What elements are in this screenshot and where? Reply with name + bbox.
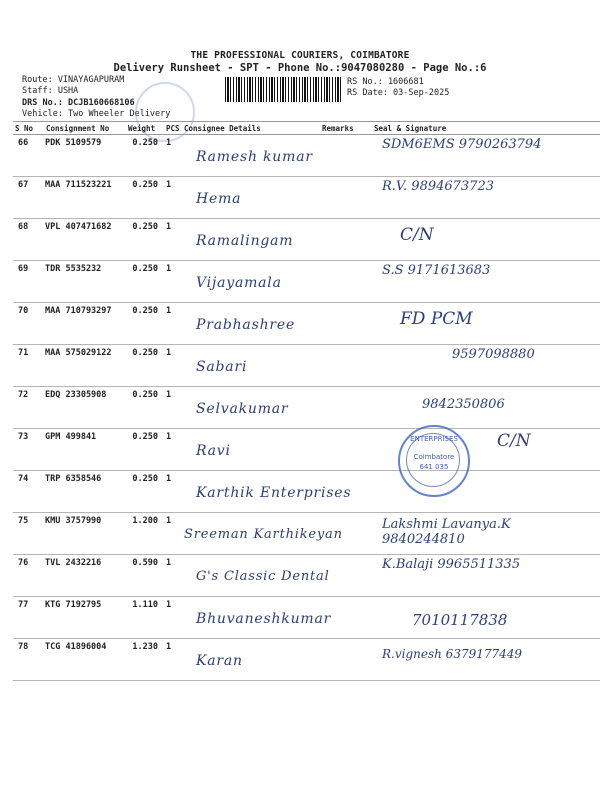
row-pcs: 1 <box>164 429 182 471</box>
row-weight: 0.250 <box>126 303 164 345</box>
row-pcs: 1 <box>164 387 182 429</box>
row-consignment: PDK 5109579 <box>44 135 126 177</box>
rs-number: RS No.: 1606681 <box>347 77 424 87</box>
row-consignment: MAA 575029122 <box>44 345 126 387</box>
table-row <box>13 513 600 555</box>
row-weight: 1.230 <box>126 639 164 681</box>
row-weight: 0.250 <box>126 177 164 219</box>
row-consignment: TRP 6358546 <box>44 471 126 513</box>
consignee-name: Bhuvaneshkumar <box>196 611 332 627</box>
row-pcs: 1 <box>164 471 182 513</box>
receiver-signature: SDM6EMS 9790263794 <box>382 137 542 152</box>
row-weight: 0.250 <box>126 387 164 429</box>
consignee-name: Ravi <box>196 443 231 459</box>
row-remarks <box>320 429 372 471</box>
row-weight: 0.250 <box>126 219 164 261</box>
table-row <box>13 639 600 681</box>
row-consignment: EDQ 23305908 <box>44 387 126 429</box>
row-pcs: 1 <box>164 177 182 219</box>
row-sno: 66 <box>13 135 44 177</box>
row-pcs: 1 <box>164 345 182 387</box>
consignee-name: Ramalingam <box>196 233 294 249</box>
receiver-signature: FD PCM <box>400 309 473 329</box>
consignee-name: Prabhashree <box>196 317 296 333</box>
row-sno: 69 <box>13 261 44 303</box>
consignee-name: Ramesh kumar <box>196 149 313 165</box>
row-sno: 75 <box>13 513 44 555</box>
row-consignment: VPL 407471682 <box>44 219 126 261</box>
row-consignment: KTG 7192795 <box>44 597 126 639</box>
row-consignment: TDR 5535232 <box>44 261 126 303</box>
row-consignment: TVL 2432216 <box>44 555 126 597</box>
row-remarks <box>320 135 372 177</box>
receiver-signature: R.vignesh 6379177449 <box>382 647 523 661</box>
consignee-name: Selvakumar <box>196 401 289 417</box>
col-pcs: PCS <box>164 122 182 135</box>
table-row <box>13 471 600 513</box>
receiver-signature: Lakshmi Lavanya.K 9840244810 <box>382 517 511 547</box>
col-consignee: Consignee Details <box>182 122 320 135</box>
delivery-table <box>13 121 600 681</box>
table-row <box>13 219 600 261</box>
row-remarks <box>320 303 372 345</box>
row-consignment: GPM 499841 <box>44 429 126 471</box>
table-row <box>13 555 600 597</box>
row-weight: 1.110 <box>126 597 164 639</box>
row-weight: 0.250 <box>126 471 164 513</box>
row-remarks <box>320 555 372 597</box>
consignee-name: Sreeman Karthikeyan <box>184 527 343 542</box>
row-weight: 0.250 <box>126 345 164 387</box>
row-pcs: 1 <box>164 303 182 345</box>
seal-line3: 641 035 <box>419 463 449 471</box>
runsheet-subtitle: Delivery Runsheet - SPT - Phone No.:9047080280 - Page No.:6 <box>113 62 487 74</box>
table-row <box>13 387 600 429</box>
row-sno: 67 <box>13 177 44 219</box>
consignee-name: Vijayamala <box>196 275 282 291</box>
row-pcs: 1 <box>164 555 182 597</box>
row-remarks <box>320 261 372 303</box>
row-pcs: 1 <box>164 597 182 639</box>
company-seal <box>398 425 470 497</box>
row-weight: 0.250 <box>126 135 164 177</box>
row-remarks <box>320 219 372 261</box>
seal-line1: ENTERPRISES <box>410 435 458 443</box>
consignee-name: Sabari <box>196 359 248 375</box>
receiver-signature: C/N <box>497 431 531 451</box>
drs-number: DRS No.: DCJB160668106 <box>22 98 135 108</box>
table-row <box>13 261 600 303</box>
row-sno: 77 <box>13 597 44 639</box>
vehicle-label: Vehicle: Two Wheeler Delivery <box>22 109 171 119</box>
row-sno: 68 <box>13 219 44 261</box>
table-row <box>13 177 600 219</box>
receiver-signature: S.S 9171613683 <box>382 263 491 278</box>
row-sno: 76 <box>13 555 44 597</box>
table-row <box>13 303 600 345</box>
row-weight: 0.250 <box>126 429 164 471</box>
company-title: THE PROFESSIONAL COURIERS, COIMBATORE <box>190 50 410 61</box>
row-weight: 0.250 <box>126 261 164 303</box>
row-weight: 0.590 <box>126 555 164 597</box>
row-consignment: KMU 3757990 <box>44 513 126 555</box>
row-remarks <box>320 345 372 387</box>
rs-date: RS Date: 03-Sep-2025 <box>347 88 450 98</box>
receiver-signature: C/N <box>400 225 434 245</box>
consignee-name: Hema <box>196 191 242 207</box>
row-sno: 71 <box>13 345 44 387</box>
row-remarks <box>320 639 372 681</box>
row-remarks <box>320 513 372 555</box>
col-weight: Weight <box>126 122 164 135</box>
row-remarks <box>320 471 372 513</box>
receiver-signature: 9597098880 <box>452 347 535 362</box>
receiver-signature: R.V. 9894673723 <box>382 179 495 194</box>
staff-label: Staff: USHA <box>22 86 79 96</box>
row-pcs: 1 <box>164 135 182 177</box>
barcode-graphic <box>225 77 341 102</box>
col-consignment: Consignment No <box>44 122 126 135</box>
consignee-name: Karan <box>196 653 243 669</box>
row-pcs: 1 <box>164 219 182 261</box>
receiver-signature: K.Balaji 9965511335 <box>382 557 521 572</box>
row-sno: 73 <box>13 429 44 471</box>
col-remarks: Remarks <box>320 122 372 135</box>
row-sno: 78 <box>13 639 44 681</box>
col-signature: Seal & Signature <box>372 122 600 135</box>
row-remarks <box>320 387 372 429</box>
table-row <box>13 345 600 387</box>
seal-line2: Coimbatore <box>413 453 455 461</box>
receiver-signature: 9842350806 <box>422 397 505 412</box>
row-consignment: TCG 41896004 <box>44 639 126 681</box>
row-weight: 1.200 <box>126 513 164 555</box>
consignee-name: G's Classic Dental <box>196 569 330 584</box>
row-consignment: MAA 710793297 <box>44 303 126 345</box>
row-remarks <box>320 177 372 219</box>
consignee-name: Karthik Enterprises <box>196 485 352 501</box>
table-row <box>13 429 600 471</box>
row-pcs: 1 <box>164 639 182 681</box>
row-pcs: 1 <box>164 261 182 303</box>
table-row <box>13 135 600 177</box>
row-sno: 74 <box>13 471 44 513</box>
table-row <box>13 597 600 639</box>
row-sno: 70 <box>13 303 44 345</box>
row-sno: 72 <box>13 387 44 429</box>
route-label: Route: VINAYAGAPURAM <box>22 75 125 85</box>
row-pcs: 1 <box>164 513 182 555</box>
table-header-row <box>13 122 600 135</box>
row-remarks <box>320 597 372 639</box>
row-consignment: MAA 711523221 <box>44 177 126 219</box>
col-sno: S No <box>13 122 44 135</box>
receiver-signature: 7010117838 <box>412 611 508 629</box>
